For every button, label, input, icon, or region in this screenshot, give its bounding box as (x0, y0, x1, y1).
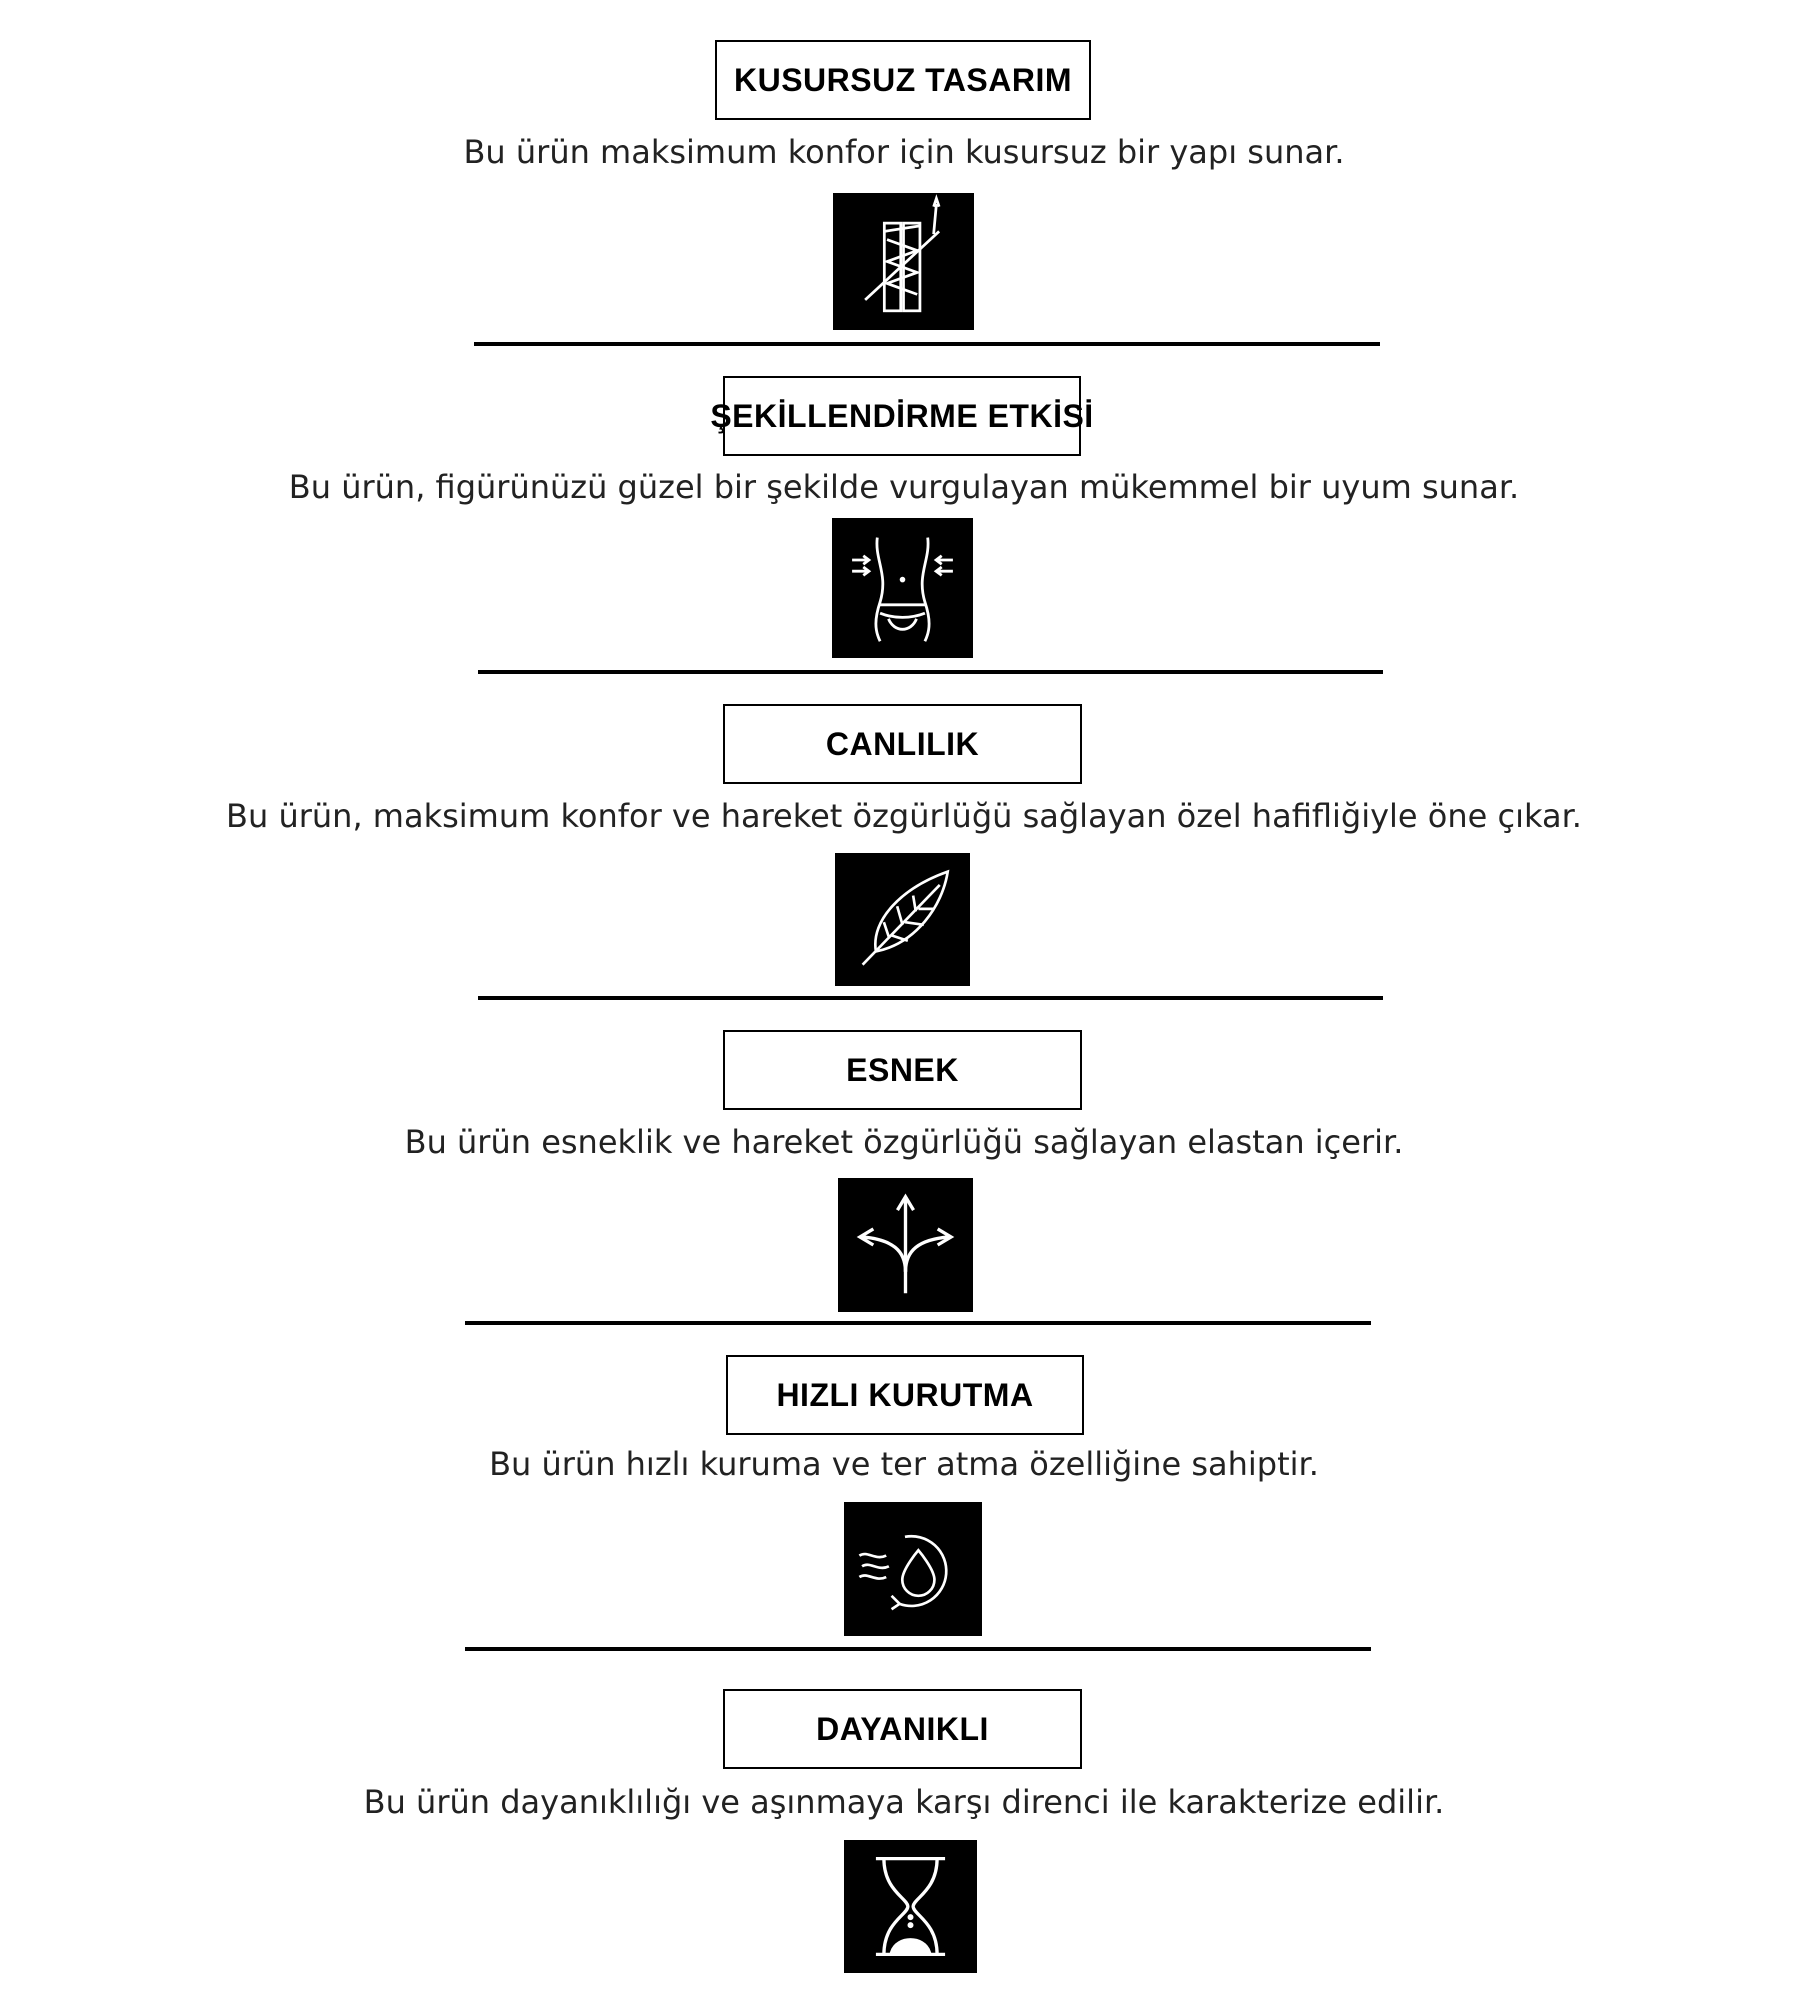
section-description-durable: Bu ürün dayanıklılığı ve aşınmaya karşı direnci ile karakterize edilir. (363, 1783, 1445, 1821)
section-description-flexible: Bu ürün esneklik ve hareket özgürlüğü sağlayan elastan içerir. (404, 1123, 1404, 1161)
body-shaping-icon (832, 518, 973, 658)
section-divider (474, 342, 1380, 346)
quick-dry-icon (844, 1502, 982, 1636)
section-description-lightness: Bu ürün, maksimum konfor ve hareket özgürlüğü sağlayan özel hafifliğiyle öne çıkar. (226, 797, 1582, 835)
section-title-flexible: ESNEK (723, 1030, 1082, 1110)
section-description-seamless: Bu ürün maksimum konfor için kusursuz bir yapı sunar. (463, 133, 1345, 171)
section-title-quick-dry: HIZLI KURUTMA (726, 1355, 1084, 1435)
section-title-durable: DAYANIKLI (723, 1689, 1082, 1769)
section-title-lightness: CANLILIK (723, 704, 1082, 784)
section-description-shaping: Bu ürün, figürünüzü güzel bir şekilde vurgulayan mükemmel bir uyum sunar. (288, 468, 1520, 506)
hourglass-icon (844, 1840, 977, 1973)
section-title-shaping: ŞEKİLLENDİRME ETKİSİ (723, 376, 1081, 456)
feather-icon (835, 853, 970, 986)
section-divider (465, 1647, 1371, 1651)
section-divider (478, 670, 1383, 674)
section-divider (478, 996, 1383, 1000)
stretch-arrows-icon (838, 1178, 973, 1312)
section-description-quick-dry: Bu ürün hızlı kuruma ve ter atma özelliğine sahiptir. (489, 1445, 1319, 1483)
seamless-stitch-icon (833, 193, 974, 330)
section-divider (465, 1321, 1371, 1325)
section-title-seamless: KUSURSUZ TASARIM (715, 40, 1091, 120)
